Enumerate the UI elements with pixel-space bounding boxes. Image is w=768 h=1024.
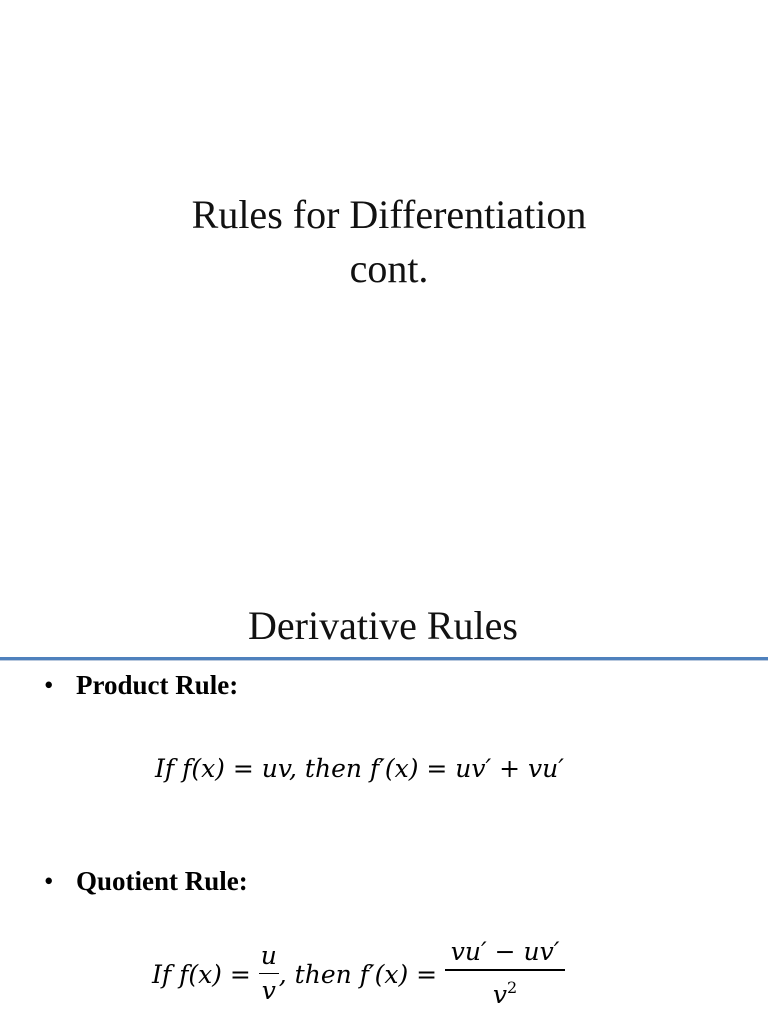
slide2-title: Derivative Rules [248, 603, 518, 648]
slide1-title-line2: cont. [349, 246, 429, 291]
fraction-bar [259, 973, 279, 975]
fraction-numerator: u [260, 940, 277, 970]
denominator-exponent: 2 [507, 977, 518, 997]
fraction-bar [445, 969, 565, 971]
quotient-derivative-fraction [445, 937, 565, 1010]
bullet-product-rule [44, 668, 238, 702]
fraction-u-over-v [259, 941, 279, 1007]
fraction-numerator: vu′ − uv′ [450, 937, 560, 966]
quotient-rule-formula [152, 937, 565, 1024]
bullet-marker: • [44, 866, 54, 896]
bullet-quotient-rule [44, 864, 248, 898]
product-rule-formula [155, 752, 564, 786]
fraction-denominator: v [261, 976, 276, 1005]
slide1-title [0, 188, 768, 296]
title-divider-shadow [0, 660, 768, 661]
quotient-formula-lead: If f(x) = [152, 959, 251, 989]
product-rule-label: Product Rule: [76, 670, 239, 700]
slide1-title-line1: Rules for Differentiation [191, 192, 587, 237]
product-formula-text: If f(x) = uv, then f′(x) = uv′ + vu′ [155, 754, 564, 783]
bullet-marker: • [44, 670, 54, 700]
quotient-formula-middle: , then f′(x) = [278, 959, 438, 989]
quotient-rule-label: Quotient Rule: [76, 866, 248, 896]
denominator-base: v [492, 979, 508, 1009]
fraction-denominator [445, 973, 565, 1010]
